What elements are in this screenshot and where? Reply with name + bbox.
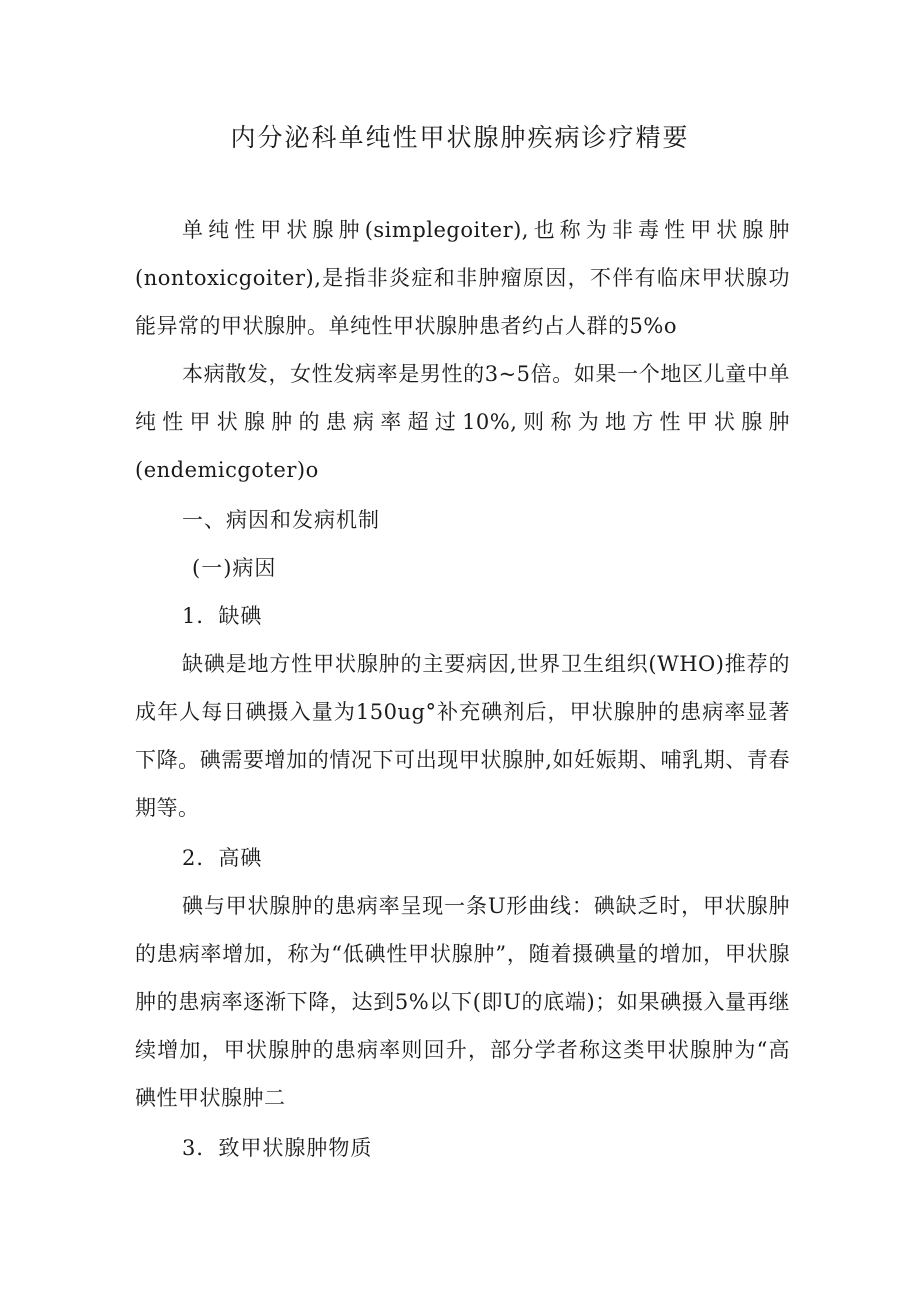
document-title: 内分泌科单纯性甲状腺肿疾病诊疗精要 [230, 123, 690, 152]
item-body-iodine-deficiency: 缺碘是地方性甲状腺肿的主要病因,世界卫生组织(WHO)推荐的成年人每日碘摄入量为150ug°补充碘剂后，甲状腺肿的患病率显著下降。碘需要增加的情况下可出现甲状腺肿,如妊娠期、哺乳期、青春期等。 [135, 652, 790, 820]
item-heading-high-iodine: 2．高碘 [182, 846, 263, 870]
item-body-high-iodine: 碘与甲状腺肿的患病率呈现一条U形曲线：碘缺乏时，甲状腺肿的患病率增加，称为“低碘性甲状腺肿”，随着摄碘量的增加，甲状腺肿的患病率逐渐下降，达到5%以下(即U的底端)；如果碘摄入量再继续增加，甲状腺肿的患病率则回升，部分学者称这类甲状腺肿为“高碘性甲状腺肿二 [135, 894, 790, 1110]
intro-paragraph-1: 单纯性甲状腺肿(simplegoiter),也称为非毒性甲状腺肿(nontoxicgoiter),是指非炎症和非肿瘤原因，不伴有临床甲状腺功能异常的甲状腺肿。单纯性甲状腺肿患者约占人群的5%o [135, 218, 790, 338]
section-heading-etiology: 一、病因和发病机制 [182, 508, 380, 532]
item-heading-goitrogens: 3．致甲状腺肿物质 [182, 1136, 373, 1160]
item-heading-iodine-deficiency: 1．缺碘 [182, 604, 263, 628]
subsection-heading-cause: (一)病因 [192, 556, 277, 580]
intro-paragraph-2: 本病散发，女性发病率是男性的3~5倍。如果一个地区儿童中单纯性甲状腺肿的患病率超过10%,则称为地方性甲状腺肿(endemicgoter)o [135, 362, 790, 482]
